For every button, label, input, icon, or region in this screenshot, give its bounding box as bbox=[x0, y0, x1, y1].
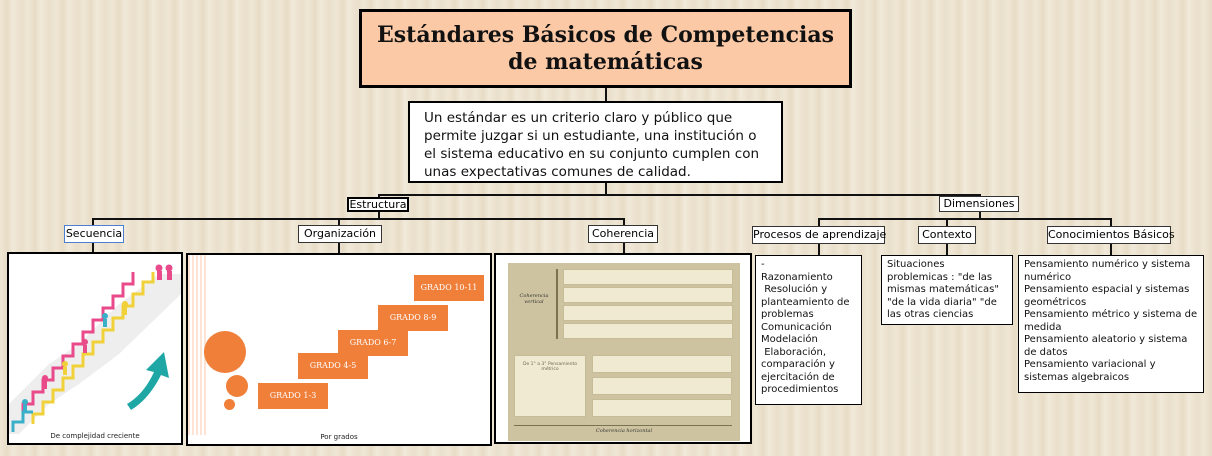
secuencia-image bbox=[7, 252, 183, 445]
connector-conocimientos-box bbox=[1110, 243, 1112, 255]
procesos-item: Comunicación bbox=[761, 321, 832, 333]
row-2 bbox=[563, 287, 733, 303]
row-1 bbox=[563, 269, 733, 285]
slide-stripes bbox=[188, 255, 206, 435]
conocimientos-node[interactable] bbox=[1047, 226, 1175, 244]
pensamiento-label: De 1° a 3° Pensamiento métrico bbox=[523, 362, 577, 372]
grade-bar-2: GRADO 4-5 bbox=[298, 353, 368, 379]
connector-procesos-box bbox=[818, 243, 820, 255]
grade-bar-3: GRADO 6-7 bbox=[338, 330, 408, 356]
pensamiento-box bbox=[514, 355, 586, 417]
title-node[interactable] bbox=[359, 9, 852, 88]
estructura-node[interactable] bbox=[347, 197, 409, 212]
organizacion-image bbox=[186, 253, 492, 446]
procesos-item: - bbox=[761, 259, 765, 270]
conocimientos-item: Pensamiento variacional y sistemas algebraicos bbox=[1024, 359, 1159, 383]
conocimientos-item: Pensamiento numérico y sistema numérico bbox=[1024, 259, 1194, 283]
estructura-label: Estructura bbox=[349, 198, 407, 211]
grade-bar-4: GRADO 8-9 bbox=[378, 305, 448, 331]
secuencia-label: Secuencia bbox=[65, 227, 123, 240]
orange-circle-small bbox=[224, 399, 235, 410]
conocimientos-item: Pensamiento espacial y sistemas geométricos bbox=[1024, 284, 1193, 308]
connector-title-definition bbox=[605, 88, 607, 101]
contexto-node[interactable] bbox=[918, 226, 976, 244]
connector-definition-branch bbox=[605, 183, 607, 194]
connector-dimensiones-branch bbox=[818, 218, 1111, 220]
contexto-text: Situaciones problemicas : "de las mismas matemáticas" "de la vida diaria" "de las otras ciencias bbox=[887, 259, 1003, 320]
coherencia-horizontal-label: Coherencia horizontal bbox=[595, 428, 653, 434]
procesos-item: Elaboración, comparación y ejercitación de procedimientos bbox=[761, 346, 839, 395]
conocimientos-label: Conocimientos Básicos bbox=[1048, 228, 1175, 241]
conocimientos-item: Pensamiento métrico y sistema de medida bbox=[1024, 309, 1201, 333]
procesos-item: Razonamiento bbox=[761, 271, 833, 283]
procesos-label: Procesos de aprendizaje bbox=[753, 228, 887, 241]
horizontal-arrow bbox=[514, 425, 732, 426]
orange-circle-large bbox=[204, 331, 246, 373]
staircase-illustration bbox=[9, 254, 181, 434]
contexto-label: Contexto bbox=[922, 228, 972, 241]
coherencia-node[interactable] bbox=[588, 225, 658, 243]
dimensiones-label: Dimensiones bbox=[943, 197, 1015, 210]
row-5 bbox=[592, 355, 732, 373]
procesos-item: Resolución y planteamiento de problemas bbox=[761, 284, 853, 320]
coherencia-vertical-label: Coherencia vertical bbox=[519, 293, 549, 305]
vertical-arrow bbox=[556, 269, 558, 339]
procesos-node[interactable] bbox=[752, 226, 885, 244]
connector-estructura-branch bbox=[92, 218, 624, 220]
coherencia-image bbox=[494, 253, 752, 444]
organizacion-node[interactable] bbox=[298, 225, 382, 243]
row-4 bbox=[563, 323, 733, 339]
definition-text: Un estándar es un criterio claro y público que permite juzgar si un estudiante, una institución o el sistema educativo en su conjunto cumplen con unas expectativas comunes de calidad. bbox=[424, 110, 760, 180]
organizacion-label: Organización bbox=[303, 227, 377, 240]
row-7 bbox=[592, 399, 732, 417]
organizacion-caption: Por grados bbox=[320, 433, 358, 441]
row-6 bbox=[592, 377, 732, 395]
conocimientos-box bbox=[1018, 255, 1204, 393]
secuencia-node[interactable] bbox=[64, 225, 124, 243]
coherencia-label: Coherencia bbox=[591, 227, 654, 240]
grade-bar-5: GRADO 10-11 bbox=[414, 275, 484, 301]
dimensiones-node[interactable] bbox=[939, 196, 1019, 212]
row-3 bbox=[563, 305, 733, 321]
contexto-box bbox=[881, 255, 1013, 325]
title-text: Estándares Básicos de Competencias de matemáticas bbox=[377, 22, 834, 75]
connector-contexto-box bbox=[946, 243, 948, 255]
coherencia-panel bbox=[508, 263, 740, 441]
secuencia-caption: De complejidad creciente bbox=[50, 432, 140, 440]
orange-circle-medium bbox=[226, 375, 248, 397]
procesos-item: Modelación bbox=[761, 334, 818, 345]
procesos-box bbox=[755, 255, 862, 405]
conocimientos-item: Pensamiento aleatorio y sistema de datos bbox=[1024, 334, 1191, 358]
definition-node[interactable] bbox=[408, 101, 783, 183]
connector-main-branch bbox=[378, 194, 980, 196]
grade-bar-1: GRADO 1-3 bbox=[258, 383, 328, 409]
